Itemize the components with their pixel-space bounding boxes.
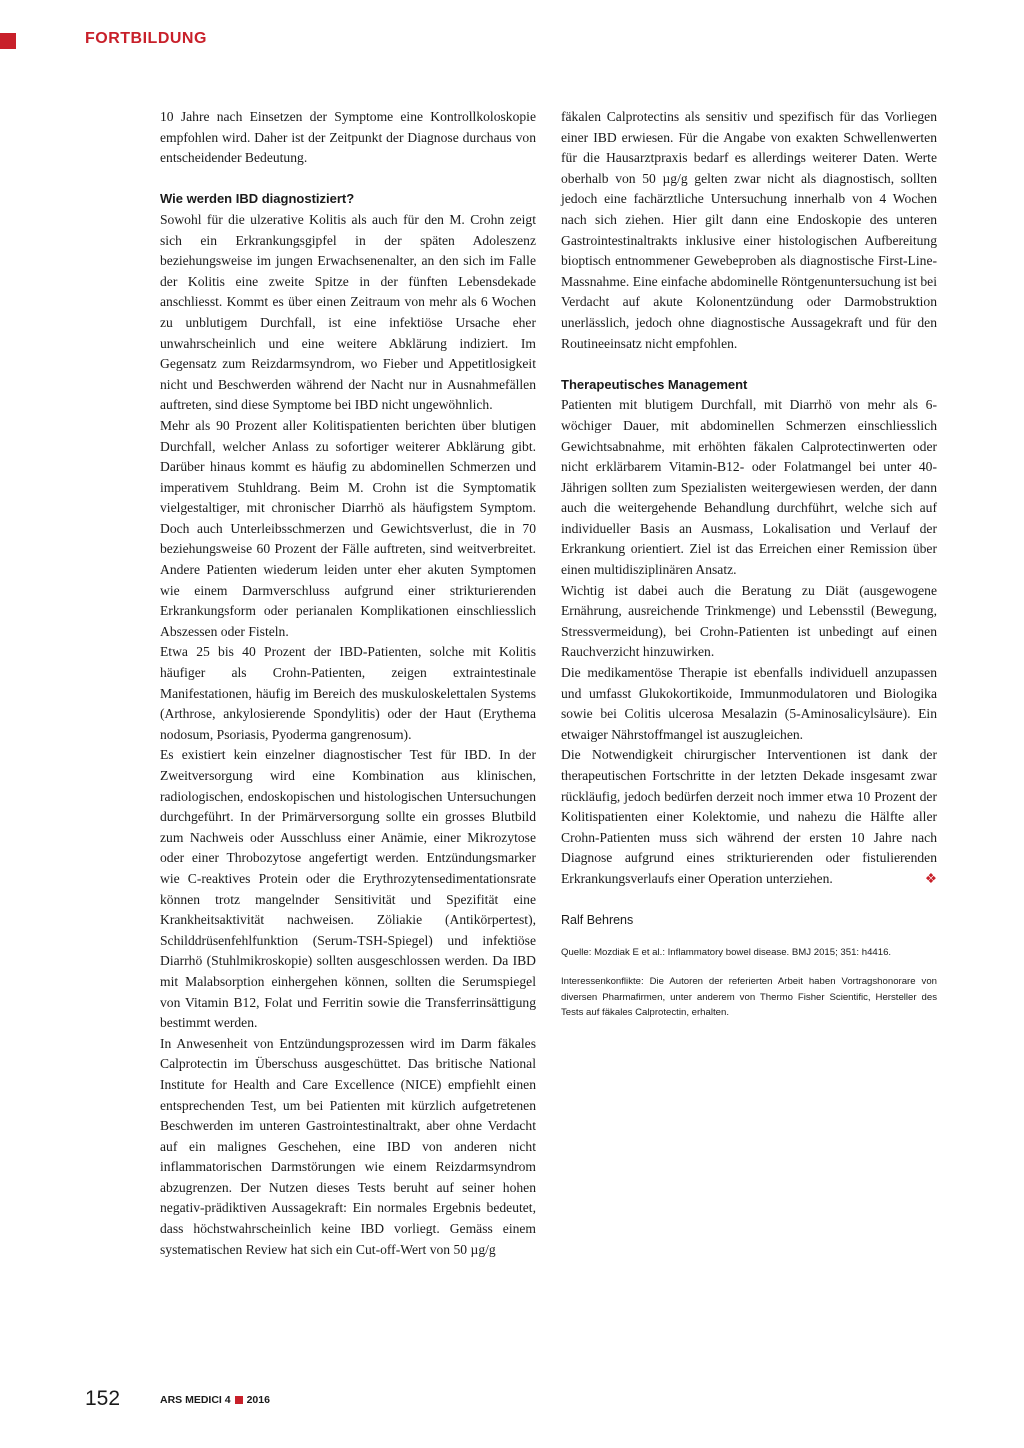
section-title: FORTBILDUNG <box>85 30 207 47</box>
page-number: 152 <box>85 1387 121 1410</box>
paragraph: Es existiert kein einzelner diagnostischer Test für IBD. In der Zweitversorgung wird eine Kombination aus klinischen, radiologischen, endoskopischen und histologischen Untersuchungen durchgeführt. In der Primärversorgung sollte ein grosses Blutbild zum Nachweis oder Ausschluss einer Anämie, einer Mikrozytose oder einer Throbozytose angefertigt werden. Entzündungsmarker wie C-reaktives Protein oder die Erythrozytensedimentationsrate können trotz mangelnder Sensitivität und Spezifität eine Krankheitsaktivität nachweisen. Zöliakie (Antikörpertest), Schilddrüsenfehlfunktion (Serum-TSH-Spiegel) und infektiöse Diarrhö (Stuhlmikroskopie) sollten ausgeschlossen werden. Da IBD mit Malabsorption einhergehen können, sollten die Serumspiegel von Vitamin B12, Folat und Ferritin sowie die Transferrinsättigung bestimmt werden. <box>160 747 536 1031</box>
paragraph: Sowohl für die ulzerative Kolitis als auch für den M. Crohn zeigt sich ein Erkrankungsgipfel in der späten Adoleszenz beziehungsweise im jungen Erwachsenenalter, an den sich im Falle der Kolitis eine zweite Spitze in der fünften Lebensdekade anschliesst. Kommt es über einen Zeitraum von mehr als 6 Wochen zu unblutigem Durchfall, ist eine infektiöse Ursache eher unwahrscheinlich und eine weitere Abklärung indiziert. Im Gegensatz zum Reizdarmsyndrom, wo Fieber und Appetitlosigkeit nicht und Beschwerden während der Nacht nur in Ausnahmefällen auftreten, sind diese Symptome bei IBD nicht ungewöhnlich. <box>160 211 536 413</box>
footer-accent-square <box>235 1396 243 1404</box>
section-heading: Wie werden IBD diagnostiziert? <box>160 191 355 207</box>
paragraph: fäkalen Calprotectins als sensitiv und spezifisch für das Vorliegen einer IBD erwiesen. Für die Angabe von exakten Schwellenwerten für die Hausarztpraxis bedarf es allerdings weiterer Daten. Werte oberhalb von 50 µg/g gelten zwar nicht als diagnostisch, sollten jedoch eine fachärztliche Untersuchung innerhalb von 4 Wochen nach sich ziehen. Hier gilt dann eine Endoskopie des unteren Gastrointestinaltrakts inklusive einer histologischen Aufbereitung bioptisch entnommener Gewebeproben als diagnostische First-Line-Massnahme. Eine einfache abdominelle Röntgenuntersuchung ist bei Verdacht auf akute Kolonentzündung oder Darmobstruktion unerlässlich, jedoch ohne diagnostische Aussagekraft und für den Routineeinsatz nicht empfohlen. <box>561 109 937 351</box>
left-column <box>160 107 536 1260</box>
journal-year: 2016 <box>246 1394 270 1406</box>
right-column <box>561 107 937 1021</box>
paragraph: 10 Jahre nach Einsetzen der Symptome eine Kontrollkoloskopie empfohlen wird. Daher ist der Zeitpunkt der Diagnose durchaus von entscheidender Bedeutung. <box>160 109 536 166</box>
section-heading: Therapeutisches Management <box>561 376 748 392</box>
paragraph: Mehr als 90 Prozent aller Kolitispatienten berichten über blutigen Durchfall, welcher Anlass zu sofortiger weiterer Abklärung gibt. Darüber hinaus kommt es häufig zu abdominellen Schmerzen und imperativem Stuhldrang. Beim M. Crohn ist die Symptomatik vielgestaltiger, mit chronischer Diarrhö als häufigstem Symptom. Doch auch Unterleibsschmerzen und Gewichtsverlust, die in 70 beziehungsweise 60 Prozent der Fälle auftreten, sind weitverbreitet. Andere Patienten wiederum leiden unter eher akuten Symptomen wie einem Darmverschluss aufgrund einer strikturierenden Erkrankungsform oder perianalen Komplikationen einschliesslich Abszessen oder Fisteln. <box>160 417 536 639</box>
footer-journal <box>160 1394 270 1406</box>
paragraph: Patienten mit blutigem Durchfall, mit Diarrhö von mehr als 6-wöchiger Dauer, mit abdominellen Schmerzen einschliesslich Gewichtsabnahme, mit erhöhten fäkalen Calprotectinwerten oder nicht erklärbarem Vitamin-B12- oder Folatmangel bei unter 40-Jährigen sollten zum Spezialisten weitergewiesen werden, der dann auch die weitergehende Behandlung durchführt, welche sich auf individueller Basis an Ausmass, Lokalisation und Verlauf der Erkrankung orientiert. Ziel ist das Erreichen einer Remission über einen multidisziplinären Ansatz. <box>561 397 937 578</box>
conflicts-note: Interessenkonflikte: Die Autoren der referierten Arbeit haben Vortragshonorare von diversen Pharmafirmen, unter anderem von Thermo Fisher Scientific, Hersteller des Tests auf fäkales Calprotectin, erhalten. <box>561 976 937 1019</box>
paragraph: In Anwesenheit von Entzündungsprozessen wird im Darm fäkales Calprotectin im Überschuss ausgeschüttet. Das britische National Institute for Health and Care Excellence (NICE) empfiehlt einen entsprechenden Test, um bei Patienten mit kürzlich aufgetretenen Beschwerden im unteren Gastrointestinaltrakt, aber ohne Verdacht auf ein malignes Geschehen, eine IBD von anderen nicht inflammatorischen Darmstörungen wie einem Reizdarmsyndrom abzugrenzen. Der Nutzen dieses Tests beruht auf seiner hohen negativ-prädiktiven Aussagekraft: Ein normales Ergebnis bedeutet, dass höchstwahrscheinlich keine IBD vorliegt. Gemäss einem systematischen Review hat sich ein Cut-off-Wert von 50 µg/g <box>160 1035 536 1257</box>
paragraph: Etwa 25 bis 40 Prozent der IBD-Patienten, solche mit Kolitis häufiger als Crohn-Patienten, zeigen extraintestinale Manifestationen, häufig im Bereich des muskuloskelettalen Systems (Arthrose, ankylosierende Spondylitis) oder der Haut (Erythema nodosum, Psoriasis, Pyoderma gangrenosum). <box>160 644 536 742</box>
paragraph: Die medikamentöse Therapie ist ebenfalls individuell anzupassen und umfasst Glukokortikoide, Immunmodulatoren und Biologika sowie bei Colitis ulcerosa Mesalazin (5-Aminosalicylsäure). Ein etwaiger Nährstoffmangel ist auszugleichen. <box>561 665 937 742</box>
source-note: Quelle: Mozdiak E et al.: Inflammatory bowel disease. BMJ 2015; 351: h4416. <box>561 946 892 958</box>
paragraph <box>561 745 937 889</box>
end-mark-icon: ❖ <box>924 870 937 886</box>
author-name: Ralf Behrens <box>561 913 634 928</box>
paragraph: Wichtig ist dabei auch die Beratung zu Diät (ausgewogene Ernährung, ausreichende Trinkmenge) und Lebensstil (Bewegung, Stressvermeidung), bei Crohn-Patienten ist unbedingt auf einen Rauchverzicht hinzuwirken. <box>561 582 937 660</box>
header-accent-square <box>0 33 16 49</box>
journal-name: ARS MEDICI 4 <box>160 1394 231 1406</box>
paragraph-text: Die Notwendigkeit chirurgischer Interventionen ist dank der therapeutischen Fortschritte in der letzten Dekade insgesamt zwar rückläufig, jedoch bedürfen derzeit noch immer etwa 10 Prozent der Kolitispatienten einer Kolektomie, und nahezu die Hälfte aller Crohn-Patienten muss sich während der ersten 10 Jahre nach Diagnose aufgrund eines strikturierenden oder fistulierenden Erkrankungsverlaufs einer Operation unterziehen. <box>561 747 937 886</box>
